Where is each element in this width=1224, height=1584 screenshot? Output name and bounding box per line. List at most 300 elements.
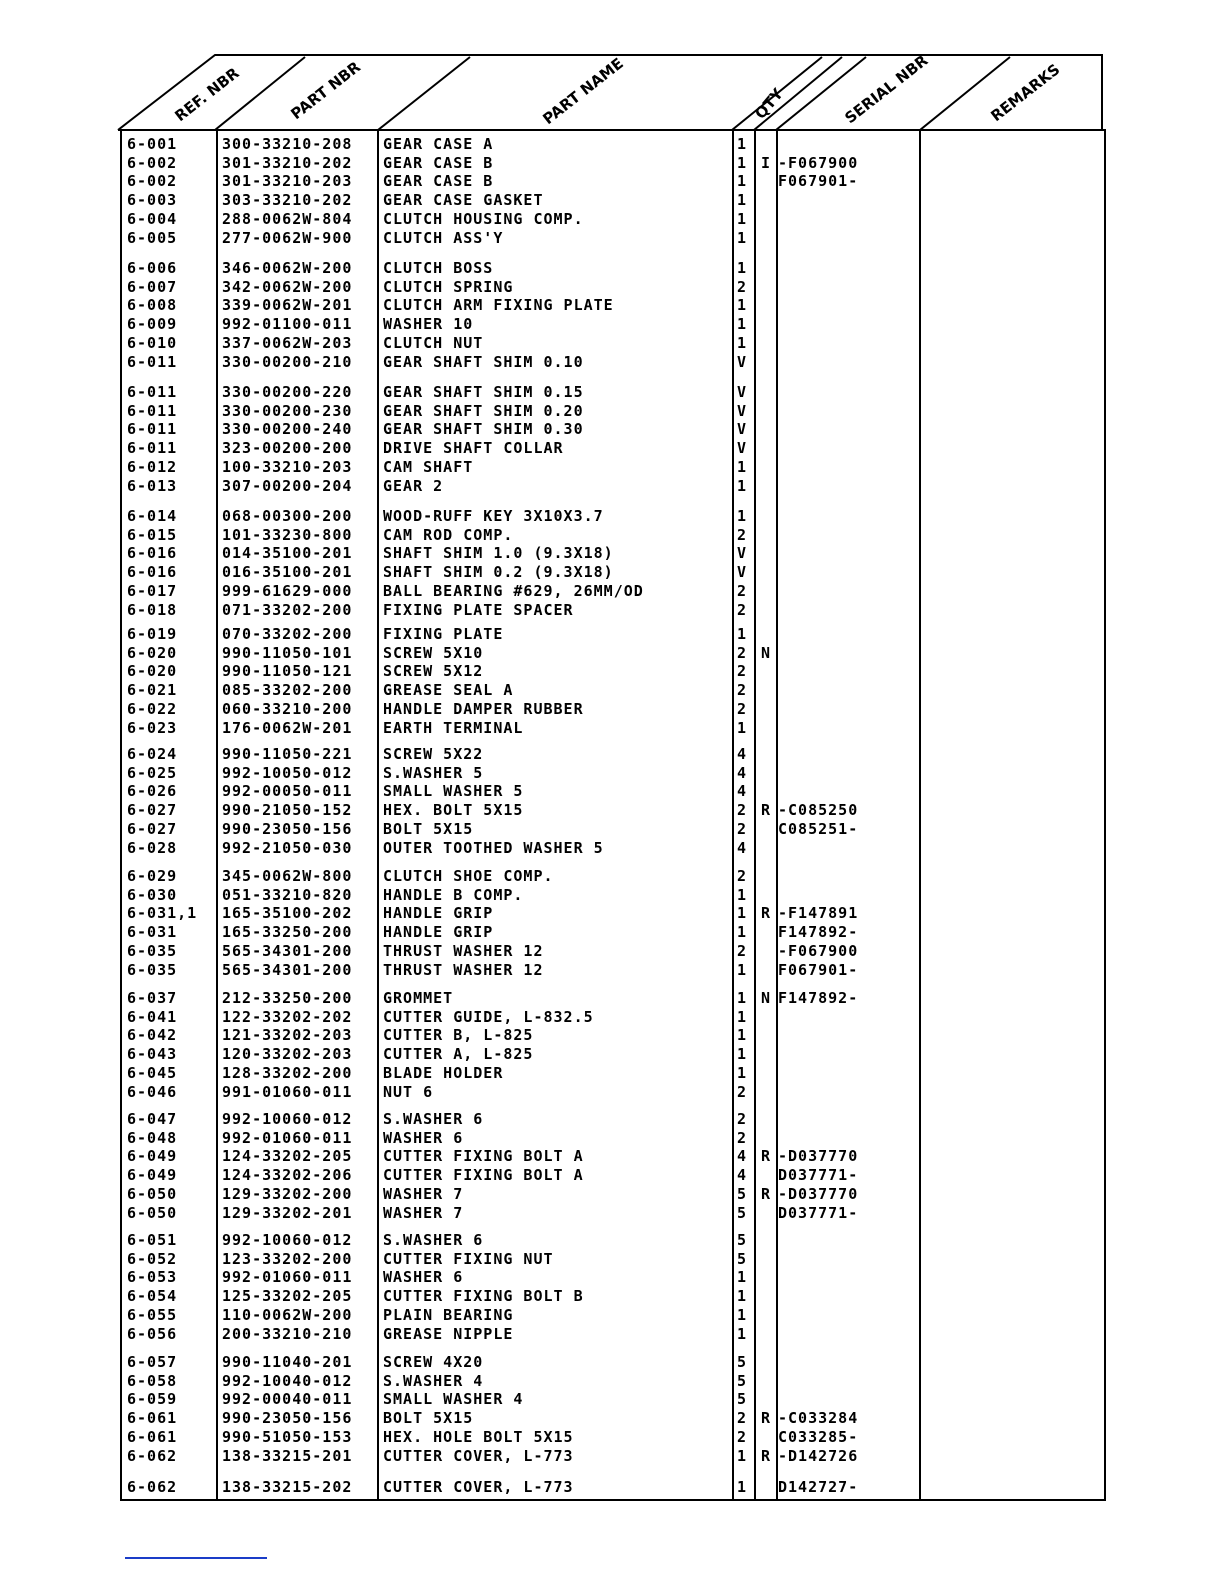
ref-nbr-cell: 6-058 [127, 1371, 178, 1390]
table-row [121, 1428, 1104, 1447]
qty-cell: 1 [736, 172, 748, 191]
part-name-cell: SCREW 5X22 [383, 745, 484, 763]
table-row [121, 1287, 1104, 1306]
part-nbr-cell: 138-33215-202 [222, 1478, 353, 1496]
ref-nbr-cell: 6-007 [127, 277, 178, 296]
part-name-cell: CAM ROD COMP. [383, 525, 514, 544]
part-name-cell: GREASE SEAL A [383, 681, 514, 700]
part-name-cell: BALL BEARING #629, 26MM/OD [383, 581, 644, 600]
ref-nbr-cell: 6-015 [127, 525, 178, 544]
part-name-cell: GEAR 2 [383, 476, 444, 495]
ref-nbr-cell: 6-009 [127, 315, 178, 334]
part-nbr-cell: 288-0062W-804 [222, 209, 353, 228]
flag-cell: R [760, 1409, 772, 1428]
part-name-cell: SMALL WASHER 4 [383, 1390, 524, 1409]
header-serial-nbr: SERIAL NBR [841, 51, 932, 128]
table-row [121, 1325, 1104, 1344]
qty-cell: 2 [736, 941, 748, 960]
table-row [121, 1372, 1104, 1391]
part-name-cell: PLAIN BEARING [383, 1305, 514, 1324]
table-row [121, 353, 1104, 372]
part-name-cell: WASHER 10 [383, 315, 474, 334]
table-row [121, 719, 1104, 738]
part-name-cell: GREASE NIPPLE [383, 1324, 514, 1343]
table-row [121, 315, 1104, 334]
part-nbr-cell: 101-33230-800 [222, 525, 353, 544]
part-nbr-cell: 060-33210-200 [222, 699, 353, 718]
part-nbr-cell: 990-11040-201 [222, 1353, 353, 1371]
qty-cell: 1 [736, 989, 748, 1007]
part-nbr-cell: 992-10060-012 [222, 1110, 353, 1128]
table-row [121, 1353, 1104, 1372]
ref-nbr-cell: 6-029 [127, 867, 178, 885]
qty-cell: 4 [736, 838, 748, 857]
ref-nbr-cell: 6-049 [127, 1166, 178, 1185]
part-name-cell: CLUTCH SPRING [383, 277, 514, 296]
table-row [121, 782, 1104, 801]
part-name-cell: HEX. BOLT 5X15 [383, 801, 524, 820]
qty-cell: 1 [736, 1063, 748, 1082]
table-row [121, 886, 1104, 905]
table-row [121, 1185, 1104, 1204]
part-nbr-cell: 990-23050-156 [222, 819, 353, 838]
qty-cell: 1 [736, 135, 748, 153]
part-name-cell: GEAR SHAFT SHIM 0.10 [383, 352, 584, 371]
ref-nbr-cell: 6-016 [127, 563, 178, 582]
serial-nbr-cell: -D037770 [778, 1184, 859, 1203]
part-name-cell: GEAR CASE B [383, 172, 494, 191]
part-nbr-cell: 165-35100-202 [222, 904, 353, 923]
part-nbr-cell: 128-33202-200 [222, 1063, 353, 1082]
ref-nbr-cell: 6-049 [127, 1147, 178, 1166]
part-nbr-cell: 303-33210-202 [222, 191, 353, 210]
ref-nbr-cell: 6-011 [127, 352, 178, 371]
table-row [121, 601, 1104, 620]
ref-nbr-cell: 6-004 [127, 209, 178, 228]
part-name-cell: HANDLE GRIP [383, 904, 494, 923]
footer-rule [125, 1557, 267, 1559]
ref-nbr-cell: 6-016 [127, 544, 178, 563]
table-row [121, 764, 1104, 783]
ref-nbr-cell: 6-017 [127, 581, 178, 600]
serial-nbr-cell: C033285- [778, 1427, 859, 1446]
part-nbr-cell: 121-33202-203 [222, 1026, 353, 1045]
part-name-cell: CUTTER A, L-825 [383, 1045, 534, 1064]
part-name-cell: THRUST WASHER 12 [383, 960, 544, 979]
part-name-cell: WOOD-RUFF KEY 3X10X3.7 [383, 507, 604, 525]
table-row [121, 458, 1104, 477]
ref-nbr-cell: 6-048 [127, 1128, 178, 1147]
ref-nbr-cell: 6-020 [127, 662, 178, 681]
table-row [121, 1447, 1104, 1466]
qty-cell: V [736, 383, 748, 401]
part-name-cell: HEX. HOLE BOLT 5X15 [383, 1427, 574, 1446]
table-row [121, 563, 1104, 582]
part-name-cell: CLUTCH NUT [383, 333, 484, 352]
qty-cell: 2 [736, 581, 748, 600]
part-name-cell: GEAR SHAFT SHIM 0.20 [383, 401, 584, 420]
table-row [121, 259, 1104, 278]
serial-nbr-cell: -F067900 [778, 941, 859, 960]
ref-nbr-cell: 6-050 [127, 1203, 178, 1222]
qty-cell: 2 [736, 662, 748, 681]
qty-cell: 4 [736, 782, 748, 801]
qty-cell: 2 [736, 801, 748, 820]
table-row [121, 662, 1104, 681]
qty-cell: 2 [736, 699, 748, 718]
qty-cell: 1 [736, 153, 748, 172]
ref-nbr-cell: 6-010 [127, 333, 178, 352]
part-nbr-cell: 301-33210-202 [222, 153, 353, 172]
serial-nbr-cell: F147892- [778, 923, 859, 942]
serial-nbr-cell: -D142726 [778, 1446, 859, 1465]
qty-cell: V [736, 352, 748, 371]
ref-nbr-cell: 6-061 [127, 1409, 178, 1428]
ref-nbr-cell: 6-028 [127, 838, 178, 857]
ref-nbr-cell: 6-031,1 [127, 904, 198, 923]
part-name-cell: HANDLE GRIP [383, 923, 494, 942]
part-name-cell: CUTTER FIXING NUT [383, 1249, 554, 1268]
part-nbr-cell: 991-01060-011 [222, 1082, 353, 1101]
part-nbr-cell: 051-33210-820 [222, 885, 353, 904]
table-row [121, 1231, 1104, 1250]
table-row [121, 681, 1104, 700]
part-name-cell: CUTTER GUIDE, L-832.5 [383, 1007, 594, 1026]
part-name-cell: GROMMET [383, 989, 454, 1007]
qty-cell: 2 [736, 600, 748, 619]
part-nbr-cell: 085-33202-200 [222, 681, 353, 700]
part-nbr-cell: 200-33210-210 [222, 1324, 353, 1343]
qty-cell: 2 [736, 1128, 748, 1147]
part-nbr-cell: 071-33202-200 [222, 600, 353, 619]
table-row [121, 1045, 1104, 1064]
qty-cell: 2 [736, 681, 748, 700]
qty-cell: 1 [736, 718, 748, 737]
qty-cell: 2 [736, 867, 748, 885]
qty-cell: V [736, 401, 748, 420]
flag-cell: N [760, 643, 772, 662]
part-name-cell: S.WASHER 6 [383, 1231, 484, 1249]
ref-nbr-cell: 6-051 [127, 1231, 178, 1249]
ref-nbr-cell: 6-011 [127, 439, 178, 458]
table-row [121, 1026, 1104, 1045]
ref-nbr-cell: 6-035 [127, 941, 178, 960]
ref-nbr-cell: 6-020 [127, 643, 178, 662]
qty-cell: 5 [736, 1371, 748, 1390]
part-nbr-cell: 014-35100-201 [222, 544, 353, 563]
ref-nbr-cell: 6-022 [127, 699, 178, 718]
serial-nbr-cell: -D037770 [778, 1147, 859, 1166]
part-nbr-cell: 992-01060-011 [222, 1268, 353, 1287]
table-row [121, 923, 1104, 942]
ref-nbr-cell: 6-041 [127, 1007, 178, 1026]
qty-cell: 1 [736, 1026, 748, 1045]
part-nbr-cell: 124-33202-205 [222, 1147, 353, 1166]
qty-cell: 1 [736, 923, 748, 942]
qty-cell: 5 [736, 1390, 748, 1409]
flag-cell: I [760, 153, 772, 172]
qty-cell: 1 [736, 191, 748, 210]
qty-cell: 5 [736, 1249, 748, 1268]
table-row [121, 700, 1104, 719]
table-row [121, 989, 1104, 1008]
table-row [121, 820, 1104, 839]
qty-cell: 1 [736, 1007, 748, 1026]
table-row [121, 439, 1104, 458]
part-name-cell: CLUTCH SHOE COMP. [383, 867, 554, 885]
ref-nbr-cell: 6-031 [127, 923, 178, 942]
part-nbr-cell: 992-01100-011 [222, 315, 353, 334]
table-row [121, 1008, 1104, 1027]
qty-cell: 1 [736, 1478, 748, 1496]
part-nbr-cell: 070-33202-200 [222, 625, 353, 643]
qty-cell: 1 [736, 296, 748, 315]
table-row [121, 296, 1104, 315]
part-nbr-cell: 990-11050-121 [222, 662, 353, 681]
part-nbr-cell: 165-33250-200 [222, 923, 353, 942]
table-row [121, 801, 1104, 820]
part-name-cell: BOLT 5X15 [383, 1409, 474, 1428]
part-name-cell: GEAR CASE GASKET [383, 191, 544, 210]
part-name-cell: NUT 6 [383, 1082, 434, 1101]
qty-cell: 1 [736, 960, 748, 979]
ref-nbr-cell: 6-005 [127, 228, 178, 247]
ref-nbr-cell: 6-059 [127, 1390, 178, 1409]
part-name-cell: CUTTER FIXING BOLT B [383, 1287, 584, 1306]
part-name-cell: BLADE HOLDER [383, 1063, 504, 1082]
qty-cell: 1 [736, 476, 748, 495]
part-name-cell: BOLT 5X15 [383, 819, 474, 838]
table-row [121, 1250, 1104, 1269]
part-nbr-cell: 307-00200-204 [222, 476, 353, 495]
table-row [121, 1268, 1104, 1287]
table-row [121, 1147, 1104, 1166]
table-row [121, 942, 1104, 961]
table-row [121, 402, 1104, 421]
part-nbr-cell: 342-0062W-200 [222, 277, 353, 296]
table-row [121, 1390, 1104, 1409]
ref-nbr-cell: 6-011 [127, 401, 178, 420]
part-name-cell: WASHER 6 [383, 1128, 464, 1147]
part-nbr-cell: 330-00200-220 [222, 383, 353, 401]
ref-nbr-cell: 6-014 [127, 507, 178, 525]
table-row [121, 961, 1104, 980]
table-row [121, 278, 1104, 297]
serial-nbr-cell: -F147891 [778, 904, 859, 923]
table-row [121, 420, 1104, 439]
flag-cell: N [760, 989, 772, 1007]
part-nbr-cell: 992-10060-012 [222, 1231, 353, 1249]
ref-nbr-cell: 6-062 [127, 1478, 178, 1496]
qty-cell: 1 [736, 904, 748, 923]
part-name-cell: CLUTCH ASS'Y [383, 228, 504, 247]
part-nbr-cell: 565-34301-200 [222, 941, 353, 960]
ref-nbr-cell: 6-025 [127, 763, 178, 782]
flag-cell: R [760, 1446, 772, 1465]
table-row [121, 383, 1104, 402]
qty-cell: 4 [736, 1147, 748, 1166]
table-row [121, 135, 1104, 154]
table-row [121, 745, 1104, 764]
ref-nbr-cell: 6-021 [127, 681, 178, 700]
serial-nbr-cell: -F067900 [778, 153, 859, 172]
part-name-cell: CLUTCH BOSS [383, 259, 494, 277]
part-nbr-cell: 565-34301-200 [222, 960, 353, 979]
header-part-nbr: PART NBR [287, 57, 364, 124]
part-name-cell: CUTTER FIXING BOLT A [383, 1147, 584, 1166]
part-nbr-cell: 992-10050-012 [222, 763, 353, 782]
ref-nbr-cell: 6-008 [127, 296, 178, 315]
serial-nbr-cell: D037771- [778, 1166, 859, 1185]
qty-cell: 5 [736, 1203, 748, 1222]
qty-cell: 1 [736, 1305, 748, 1324]
qty-cell: V [736, 544, 748, 563]
part-name-cell: GEAR SHAFT SHIM 0.15 [383, 383, 584, 401]
ref-nbr-cell: 6-037 [127, 989, 178, 1007]
qty-cell: 1 [736, 228, 748, 247]
ref-nbr-cell: 6-043 [127, 1045, 178, 1064]
part-nbr-cell: 122-33202-202 [222, 1007, 353, 1026]
flag-cell: R [760, 801, 772, 820]
part-nbr-cell: 990-21050-152 [222, 801, 353, 820]
serial-nbr-cell: D142727- [778, 1478, 859, 1496]
part-name-cell: OUTER TOOTHED WASHER 5 [383, 838, 604, 857]
ref-nbr-cell: 6-042 [127, 1026, 178, 1045]
part-nbr-cell: 990-11050-101 [222, 643, 353, 662]
part-nbr-cell: 992-10040-012 [222, 1371, 353, 1390]
part-nbr-cell: 120-33202-203 [222, 1045, 353, 1064]
part-nbr-cell: 345-0062W-800 [222, 867, 353, 885]
part-name-cell: SMALL WASHER 5 [383, 782, 524, 801]
flag-cell: R [760, 904, 772, 923]
qty-cell: 4 [736, 745, 748, 763]
qty-cell: 4 [736, 763, 748, 782]
serial-nbr-cell: D037771- [778, 1203, 859, 1222]
header-ref-nbr: REF. NBR [171, 63, 243, 126]
ref-nbr-cell: 6-002 [127, 172, 178, 191]
part-nbr-cell: 999-61629-000 [222, 581, 353, 600]
table-row [121, 507, 1104, 526]
part-nbr-cell: 339-0062W-201 [222, 296, 353, 315]
part-nbr-cell: 323-00200-200 [222, 439, 353, 458]
qty-cell: 1 [736, 1446, 748, 1465]
ref-nbr-cell: 6-056 [127, 1324, 178, 1343]
part-name-cell: SHAFT SHIM 1.0 (9.3X18) [383, 544, 614, 563]
part-name-cell: CUTTER COVER, L-773 [383, 1478, 574, 1496]
part-nbr-cell: 176-0062W-201 [222, 718, 353, 737]
ref-nbr-cell: 6-026 [127, 782, 178, 801]
flag-cell: R [760, 1147, 772, 1166]
table-row [121, 477, 1104, 496]
table-row [121, 867, 1104, 886]
ref-nbr-cell: 6-018 [127, 600, 178, 619]
part-nbr-cell: 330-00200-210 [222, 352, 353, 371]
qty-cell: 2 [736, 1427, 748, 1446]
table-row [121, 1083, 1104, 1102]
serial-nbr-cell: -C085250 [778, 801, 859, 820]
part-name-cell: FIXING PLATE SPACER [383, 600, 574, 619]
ref-nbr-cell: 6-011 [127, 420, 178, 439]
qty-cell: 2 [736, 1409, 748, 1428]
ref-nbr-cell: 6-027 [127, 801, 178, 820]
part-name-cell: WASHER 6 [383, 1268, 464, 1287]
table-row [121, 210, 1104, 229]
part-name-cell: S.WASHER 5 [383, 763, 484, 782]
part-name-cell: S.WASHER 6 [383, 1110, 484, 1128]
qty-cell: 1 [736, 1324, 748, 1343]
qty-cell: 1 [736, 507, 748, 525]
qty-cell: 1 [736, 1268, 748, 1287]
ref-nbr-cell: 6-045 [127, 1063, 178, 1082]
qty-cell: 2 [736, 277, 748, 296]
part-name-cell: SCREW 5X12 [383, 662, 484, 681]
part-name-cell: THRUST WASHER 12 [383, 941, 544, 960]
part-nbr-cell: 129-33202-200 [222, 1184, 353, 1203]
qty-cell: 1 [736, 1045, 748, 1064]
part-name-cell: CLUTCH ARM FIXING PLATE [383, 296, 614, 315]
flag-cell: R [760, 1184, 772, 1203]
part-nbr-cell: 990-11050-221 [222, 745, 353, 763]
ref-nbr-cell: 6-057 [127, 1353, 178, 1371]
table-row [121, 1166, 1104, 1185]
part-nbr-cell: 992-00040-011 [222, 1390, 353, 1409]
table-row [121, 1478, 1104, 1497]
part-nbr-cell: 100-33210-203 [222, 457, 353, 476]
serial-nbr-cell: C085251- [778, 819, 859, 838]
header-remarks: REMARKS [987, 60, 1064, 126]
table-row [121, 644, 1104, 663]
ref-nbr-cell: 6-024 [127, 745, 178, 763]
qty-cell: 2 [736, 1082, 748, 1101]
qty-cell: 5 [736, 1231, 748, 1249]
header-qty: QTY [751, 85, 787, 123]
qty-cell: 1 [736, 457, 748, 476]
ref-nbr-cell: 6-046 [127, 1082, 178, 1101]
qty-cell: 1 [736, 885, 748, 904]
qty-cell: 2 [736, 1110, 748, 1128]
part-name-cell: CAM SHAFT [383, 457, 474, 476]
part-nbr-cell: 068-00300-200 [222, 507, 353, 525]
ref-nbr-cell: 6-027 [127, 819, 178, 838]
table-row [121, 334, 1104, 353]
table-row [121, 1204, 1104, 1223]
part-name-cell: HANDLE DAMPER RUBBER [383, 699, 584, 718]
part-nbr-cell: 123-33202-200 [222, 1249, 353, 1268]
part-nbr-cell: 990-23050-156 [222, 1409, 353, 1428]
qty-cell: V [736, 439, 748, 458]
table-row [121, 582, 1104, 601]
table-row [121, 904, 1104, 923]
ref-nbr-cell: 6-006 [127, 259, 178, 277]
part-nbr-cell: 129-33202-201 [222, 1203, 353, 1222]
part-nbr-cell: 992-21050-030 [222, 838, 353, 857]
part-nbr-cell: 277-0062W-900 [222, 228, 353, 247]
part-name-cell: CUTTER B, L-825 [383, 1026, 534, 1045]
ref-nbr-cell: 6-050 [127, 1184, 178, 1203]
part-name-cell: S.WASHER 4 [383, 1371, 484, 1390]
part-nbr-cell: 138-33215-201 [222, 1446, 353, 1465]
part-name-cell: HANDLE B COMP. [383, 885, 524, 904]
header-part-name: PART NAME [539, 54, 627, 129]
part-nbr-cell: 990-51050-153 [222, 1427, 353, 1446]
part-nbr-cell: 330-00200-240 [222, 420, 353, 439]
qty-cell: 2 [736, 643, 748, 662]
ref-nbr-cell: 6-035 [127, 960, 178, 979]
serial-nbr-cell: -C033284 [778, 1409, 859, 1428]
table-row [121, 1306, 1104, 1325]
table-row [121, 526, 1104, 545]
qty-cell: 2 [736, 819, 748, 838]
